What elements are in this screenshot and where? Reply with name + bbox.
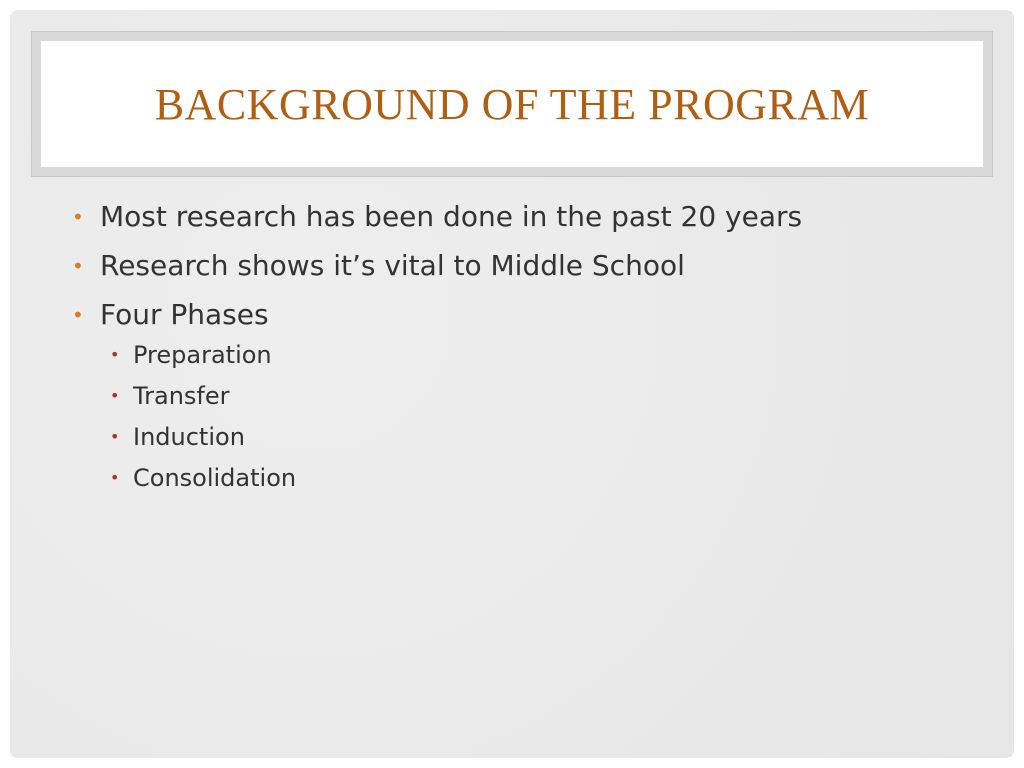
sub-bullet-dot-icon: • (110, 386, 120, 405)
sub-bullet-item (100, 463, 972, 493)
bullet-dot-icon: • (72, 303, 84, 327)
sub-bullet-item (100, 381, 972, 411)
bullet-text: Most research has been done in the past 20 years (100, 200, 803, 233)
sub-bullet-dot-icon: • (110, 345, 120, 364)
bullet-dot-icon: • (72, 254, 84, 278)
bullet-text: Research shows it’s vital to Middle School (100, 249, 685, 282)
bullet-item (72, 200, 972, 234)
slide (10, 10, 1014, 758)
sub-bullet-text: Induction (133, 423, 245, 451)
sub-bullet-text: Transfer (133, 382, 230, 410)
slide-title: BACKGROUND OF THE PROGRAM (154, 79, 870, 129)
bullet-dot-icon: • (72, 205, 84, 229)
sub-bullet-dot-icon: • (110, 468, 120, 487)
sub-bullet-text: Preparation (133, 341, 272, 369)
sub-bullet-dot-icon: • (110, 427, 120, 446)
bullet-item (72, 249, 972, 283)
bullet-list (72, 200, 972, 493)
title-frame (31, 31, 993, 177)
sub-bullet-list (100, 340, 972, 493)
sub-bullet-item (100, 340, 972, 370)
slide-content (72, 200, 972, 508)
bullet-text: Four Phases (100, 298, 269, 331)
title-box (41, 41, 983, 167)
sub-bullet-text: Consolidation (133, 464, 297, 492)
sub-bullet-item (100, 422, 972, 452)
bullet-item (72, 298, 972, 493)
